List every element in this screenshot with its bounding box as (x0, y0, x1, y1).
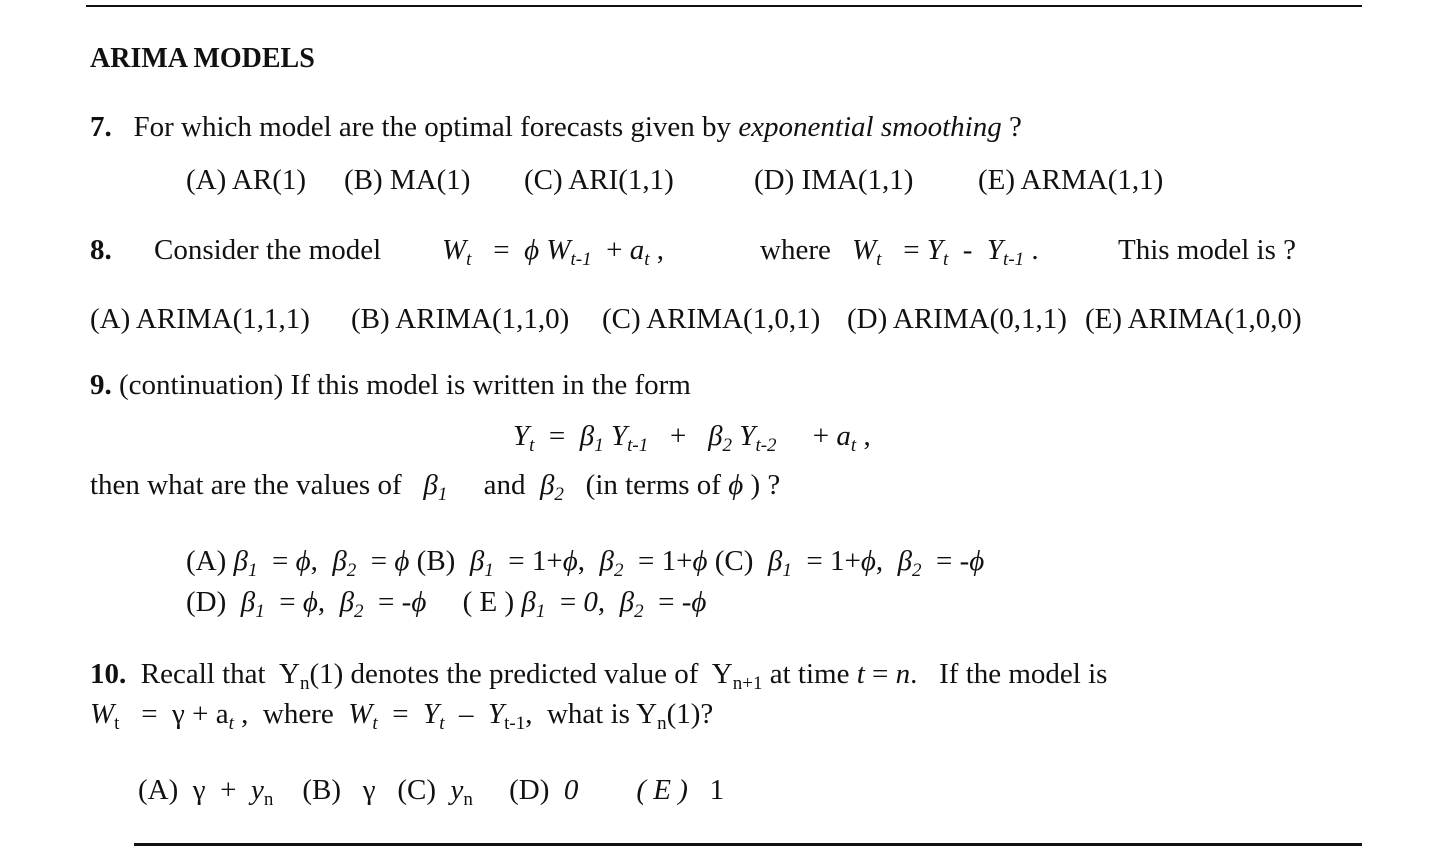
q9-option-a-label: (A) (186, 545, 227, 577)
q9-and: and (483, 469, 526, 501)
q8-option-d: (D) ARIMA(0,1,1) (847, 303, 1067, 335)
q9-option-d-label: (D) (186, 586, 227, 618)
q9-then-line: then what are the values of $\beta_1$ and $\beta_2$ (in terms of ϕ ) ? (90, 469, 781, 505)
q9-option-e-label: ( E ) (462, 586, 515, 618)
q9-then-text: then what are the values of (90, 469, 402, 501)
q8-option-e: (E) ARIMA(1,0,0) (1085, 303, 1302, 335)
q10-number: 10. (90, 658, 127, 690)
q8-lead: Consider the model (154, 234, 382, 266)
q8-where: where (760, 234, 831, 266)
q9-number: 9. (90, 369, 112, 401)
q10-recall: Recall that (140, 658, 266, 690)
q10-what-is: what is (546, 698, 630, 730)
q7-italic: exponential smoothing (738, 111, 1002, 143)
q10-option-c-label: (C) (397, 774, 436, 806)
section-title: ARIMA MODELS (90, 43, 315, 74)
q8-option-c: (C) ARIMA(1,0,1) (602, 303, 821, 335)
q10-denotes: denotes the predicted value of (350, 658, 699, 690)
q9-terms-close: ) ? (750, 469, 781, 501)
q10-if-model: If the model is (939, 658, 1108, 690)
q9-option-c-label: (C) (714, 545, 754, 577)
q10-option-d-label: (D) (509, 774, 550, 806)
q9-option-b-label: (B) (416, 545, 456, 577)
q9-text: (continuation) If this model is written in the form (119, 369, 691, 401)
q7-option-c: (C) ARI(1,1) (524, 164, 674, 196)
top-rule (86, 5, 1362, 7)
q7-option-a: (A) AR(1) (186, 164, 307, 196)
q10-options: (A) $\gamma + y_n$ (B) γ (C) $y_n$ (D) 0 ( E ) 1 (138, 774, 725, 810)
q10-where: where (262, 698, 334, 730)
q9-terms: (in terms of (585, 469, 721, 501)
q9-options-row-1: (A) $\beta_1 = \phi$, $\beta_2 = \phi$ (B) $\beta_1 = 1+\phi$, $\beta_2 = 1+\phi$ (C) $\beta_1 = 1+\phi$, $\beta_2 = -\phi$ (186, 545, 985, 581)
q10-line-1: 10. Recall that $Y_n(1)$ denotes the predicted value of $Y_{n+1}$ at time t = n. If the model is (90, 658, 1108, 694)
q9-model-equation: $Y_t = \beta_1$ $Y_{t-1} + \beta_2$ $Y_{t-2}$ + $a_t$ , (513, 420, 871, 456)
q8-model-equation: $W_t = \phi$ $W_{t-1} + a_t$ , (442, 234, 664, 270)
q10-line-2: $W_t = \gamma + a_t$ , where $W_t = Y_t - Y_{t-1}$, what is $Y_n(1)$? (90, 698, 714, 734)
q10-option-d-value: 0 (563, 774, 579, 806)
q7-number: 7. (90, 111, 112, 143)
q7-option-e: (E) ARMA(1,1) (978, 164, 1164, 196)
question-7 (90, 110, 1022, 144)
q10-at-time: at time (769, 658, 850, 690)
q7-text: For which model are the optimal forecasts given by (133, 111, 732, 143)
q8-tail: This model is ? (1118, 234, 1297, 266)
q8-option-b: (B) ARIMA(1,1,0) (351, 303, 570, 335)
q8-option-a: (A) ARIMA(1,1,1) (90, 303, 310, 335)
q7-qmark: ? (1008, 111, 1022, 143)
question-9 (90, 368, 691, 402)
q10-option-e-label: ( E ) (636, 774, 688, 806)
q7-option-d: (D) IMA(1,1) (754, 164, 914, 196)
q10-option-b-label: (B) (302, 774, 341, 806)
q10-option-e-value: 1 (709, 774, 725, 806)
bottom-rule (134, 843, 1362, 846)
q8-number: 8. (90, 234, 112, 266)
q9-options-row-2: (D) $\beta_1 = \phi$, $\beta_2 = -\phi$ ( E ) $\beta_1 = 0$, $\beta_2 = -\phi$ (186, 586, 707, 622)
q8-difference-equation: $W_t = Y_t - Y_{t-1}$ . (852, 234, 1039, 270)
q10-option-a-label: (A) (138, 774, 179, 806)
q7-option-b: (B) MA(1) (344, 164, 471, 196)
